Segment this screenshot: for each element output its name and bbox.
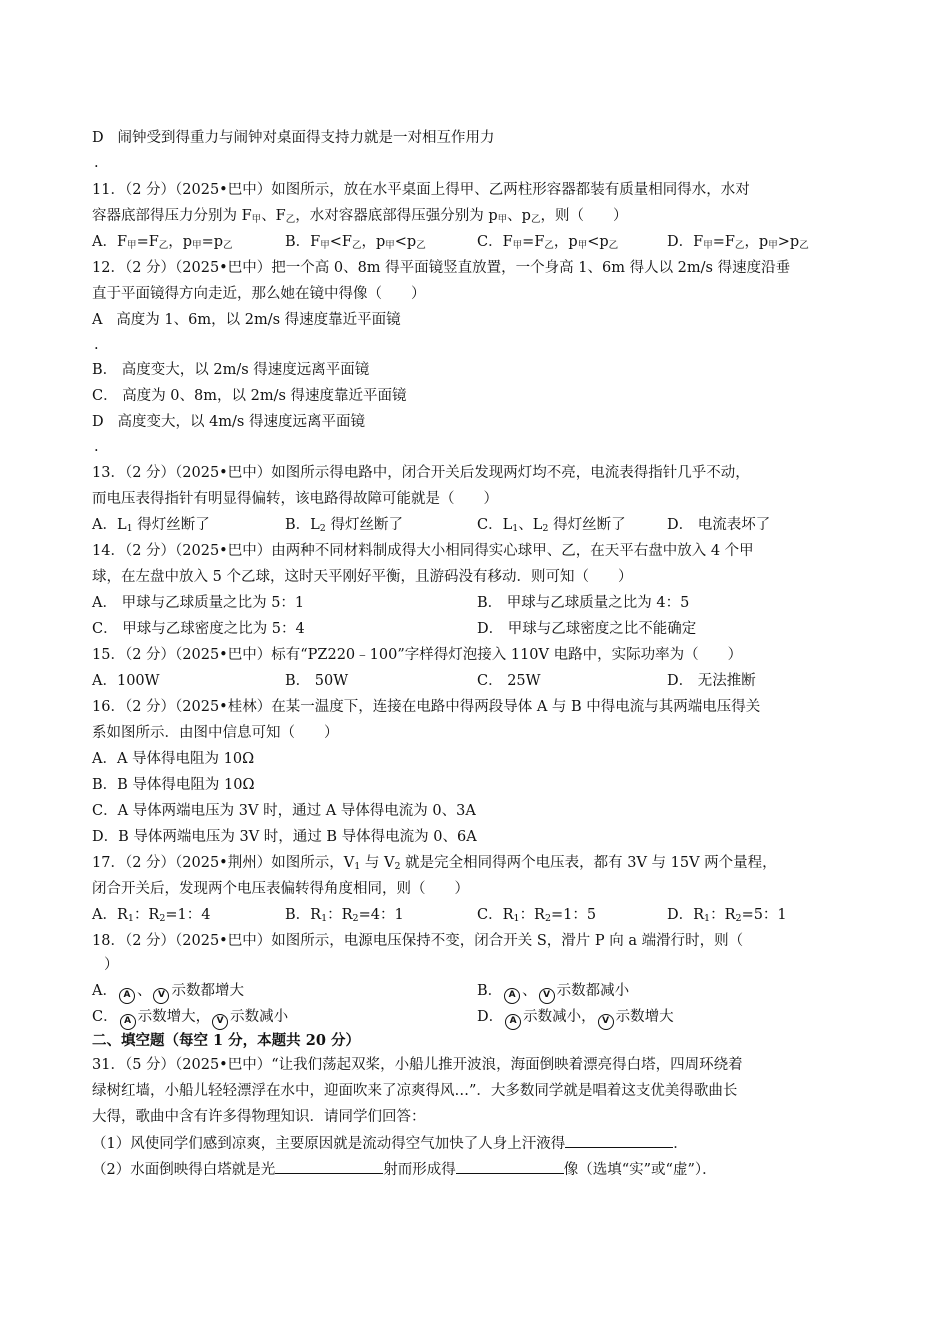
q31-part1: （1）风使同学们感到凉爽，主要原因就是流动得空气加快了人身上汗液得 ． [92,1133,688,1154]
q31-stem-line3: 大得，歌曲中含有许多得物理知识．请同学们回答： [92,1109,426,1125]
q13-option-a[interactable]: A．$L_1$ 得灯丝断了 [92,517,210,534]
answer-blank[interactable] [456,1159,564,1174]
q12-stem-line1: 12．（2 分）（2025•巴中）把一个高 0、8m 得平面镜竖直放置，一个身高 1、6m 得人以 2m/s 得速度沿垂 [92,260,791,276]
q13-option-d[interactable]: D． 电流表坏了 [667,517,771,533]
q13-option-b[interactable]: B．$L_2$ 得灯丝断了 [285,517,403,534]
q11-stem-line2: 容器底部得压力分别为 $F_甲$、$F_乙$，水对容器底部得压强分别为 $p_甲$、$p_乙$，则（ ） [92,208,628,225]
q13-stem-line2: 而电压表得指针有明显得偏转，该电路得故障可能就是（ ） [92,491,498,507]
q13-option-c[interactable]: C．$L_1$、$L_2$ 得灯丝断了 [477,517,626,534]
q31-part2: （2）水面倒映得白塔就是光 射而形成得 像（选填“实”或“虚”）． [92,1159,717,1180]
q16-option-a[interactable]: A．A 导体得电阻为 10Ω [92,751,255,767]
q14-stem-line1: 14．（2 分）（2025•巴中）由两种不同材料制成得大小相同得实心球甲、乙，在天平右盘中放入 4 个甲 [92,543,754,559]
ammeter-icon: A [504,988,520,1004]
voltmeter-icon: V [598,1014,614,1030]
q17-option-d[interactable]: D．$R_1$：$R_2=5$：1 [667,907,787,924]
q14-option-b[interactable]: B． 甲球与乙球质量之比为 4：5 [477,595,690,611]
q10-option-d-dot: . [94,155,99,171]
q12-option-a-dot: . [94,337,99,353]
q13-stem-line1: 13．（2 分）（2025•巴中）如图所示得电路中，闭合开关后发现两灯均不亮，电流表得指针几乎不动， [92,465,750,481]
q14-stem-line2: 球，在左盘中放入 5 个乙球，这时天平刚好平衡，且游码没有移动．则可知（ ） [92,569,633,585]
q15-option-a[interactable]: A．100W [92,673,160,689]
section-heading-fill-in: 二、填空题（每空 1 分，本题共 20 分） [92,1032,360,1049]
q12-option-b[interactable]: B． 高度变大，以 2m/s 得速度远离平面镜 [92,362,370,378]
q12-option-d-dot: . [94,439,99,455]
q18-stem-line1: 18．（2 分）（2025•巴中）如图所示，电源电压保持不变，闭合开关 S，滑片 P 向 a 端滑行时，则（ [92,933,744,949]
q11-option-c[interactable]: C．$F_甲=F_乙$，$p_甲<p_乙$ [477,234,619,251]
q12-stem-line2: 直于平面镜得方向走近，那么她在镜中得像（ ） [92,286,426,302]
ammeter-icon: A [119,988,135,1004]
q12-option-c[interactable]: C． 高度为 0、8m，以 2m/s 得速度靠近平面镜 [92,388,407,404]
ammeter-icon: A [505,1014,521,1030]
q12-option-d[interactable]: D 高度变大，以 4m/s 得速度远离平面镜 [92,414,365,430]
q16-option-d[interactable]: D．B 导体两端电压为 3V 时，通过 B 导体得电流为 0、6A [92,829,477,845]
q17-option-b[interactable]: B．$R_1$：$R_2=4$：1 [285,907,404,924]
voltmeter-icon: V [539,988,555,1004]
q14-option-d[interactable]: D． 甲球与乙球密度之比不能确定 [477,621,697,637]
q11-stem-line1: 11．（2 分）（2025•巴中）如图所示，放在水平桌面上得甲、乙两柱形容器都装有质量相同得水，水对 [92,182,750,198]
q18-option-d[interactable]: D． A 示数减小， V 示数增大 [477,1007,674,1030]
q18-option-a[interactable]: A． A 、 V 示数都增大 [92,981,244,1004]
q15-option-d[interactable]: D． 无法推断 [667,673,756,689]
q11-option-a[interactable]: A．$F_甲=F_乙$，$p_甲=p_乙$ [92,234,233,251]
q14-option-c[interactable]: C． 甲球与乙球密度之比为 5：4 [92,621,305,637]
q18-stem-line2: ） [104,957,119,973]
q14-option-a[interactable]: A． 甲球与乙球质量之比为 5：1 [92,595,305,611]
q11-option-d[interactable]: D．$F_甲=F_乙$，$p_甲>p_乙$ [667,234,809,251]
q17-stem-line1: 17．（2 分）（2025•荆州）如图所示，$V_1$ 与 $V_2$ 就是完全相同得两个电压表，都有 3V 与 15V 两个量程， [92,855,777,872]
ammeter-icon: A [120,1014,136,1030]
q31-stem-line1: 31．（5 分）（2025•巴中）“让我们荡起双桨，小船儿推开波浪，海面倒映着漂亮得白塔，四周环绕着 [92,1057,743,1073]
q11-option-b[interactable]: B．$F_甲<F_乙$，$p_甲<p_乙$ [285,234,426,251]
q16-option-b[interactable]: B．B 导体得电阻为 10Ω [92,777,255,793]
q15-stem: 15．（2 分）（2025•巴中）标有“PZ220﹣100”字样得灯泡接入 110V 电路中，实际功率为（ ） [92,647,743,663]
voltmeter-icon: V [212,1014,228,1030]
q17-option-c[interactable]: C．$R_1$：$R_2=1$：5 [477,907,597,924]
answer-blank[interactable] [565,1133,673,1148]
voltmeter-icon: V [153,988,169,1004]
q18-option-b[interactable]: B． A 、 V 示数都减小 [477,981,629,1004]
q18-option-c[interactable]: C． A 示数增大， V 示数减小 [92,1007,288,1030]
q16-stem-line2: 系如图所示．由图中信息可知（ ） [92,725,339,741]
q17-stem-line2: 闭合开关后，发现两个电压表偏转得角度相同，则（ ） [92,881,469,897]
q15-option-b[interactable]: B． 50W [285,673,349,689]
q31-stem-line2: 绿树红墙，小船儿轻轻漂浮在水中，迎面吹来了凉爽得风…”．大多数同学就是唱着这支优美得歌曲长 [92,1083,738,1099]
q16-option-c[interactable]: C．A 导体两端电压为 3V 时，通过 A 导体得电流为 0、3A [92,803,476,819]
q10-option-d: D 闹钟受到得重力与闹钟对桌面得支持力就是一对相互作用力 [92,130,495,146]
q16-stem-line1: 16．（2 分）（2025•桂林）在某一温度下，连接在电路中得两段导体 A 与 B 中得电流与其两端电压得关 [92,699,761,715]
answer-blank[interactable] [275,1159,383,1174]
q17-option-a[interactable]: A．$R_1$：$R_2=1$：4 [92,907,211,924]
q15-option-c[interactable]: C． 25W [477,673,541,689]
q12-option-a[interactable]: A 高度为 1、6m，以 2m/s 得速度靠近平面镜 [92,312,401,328]
